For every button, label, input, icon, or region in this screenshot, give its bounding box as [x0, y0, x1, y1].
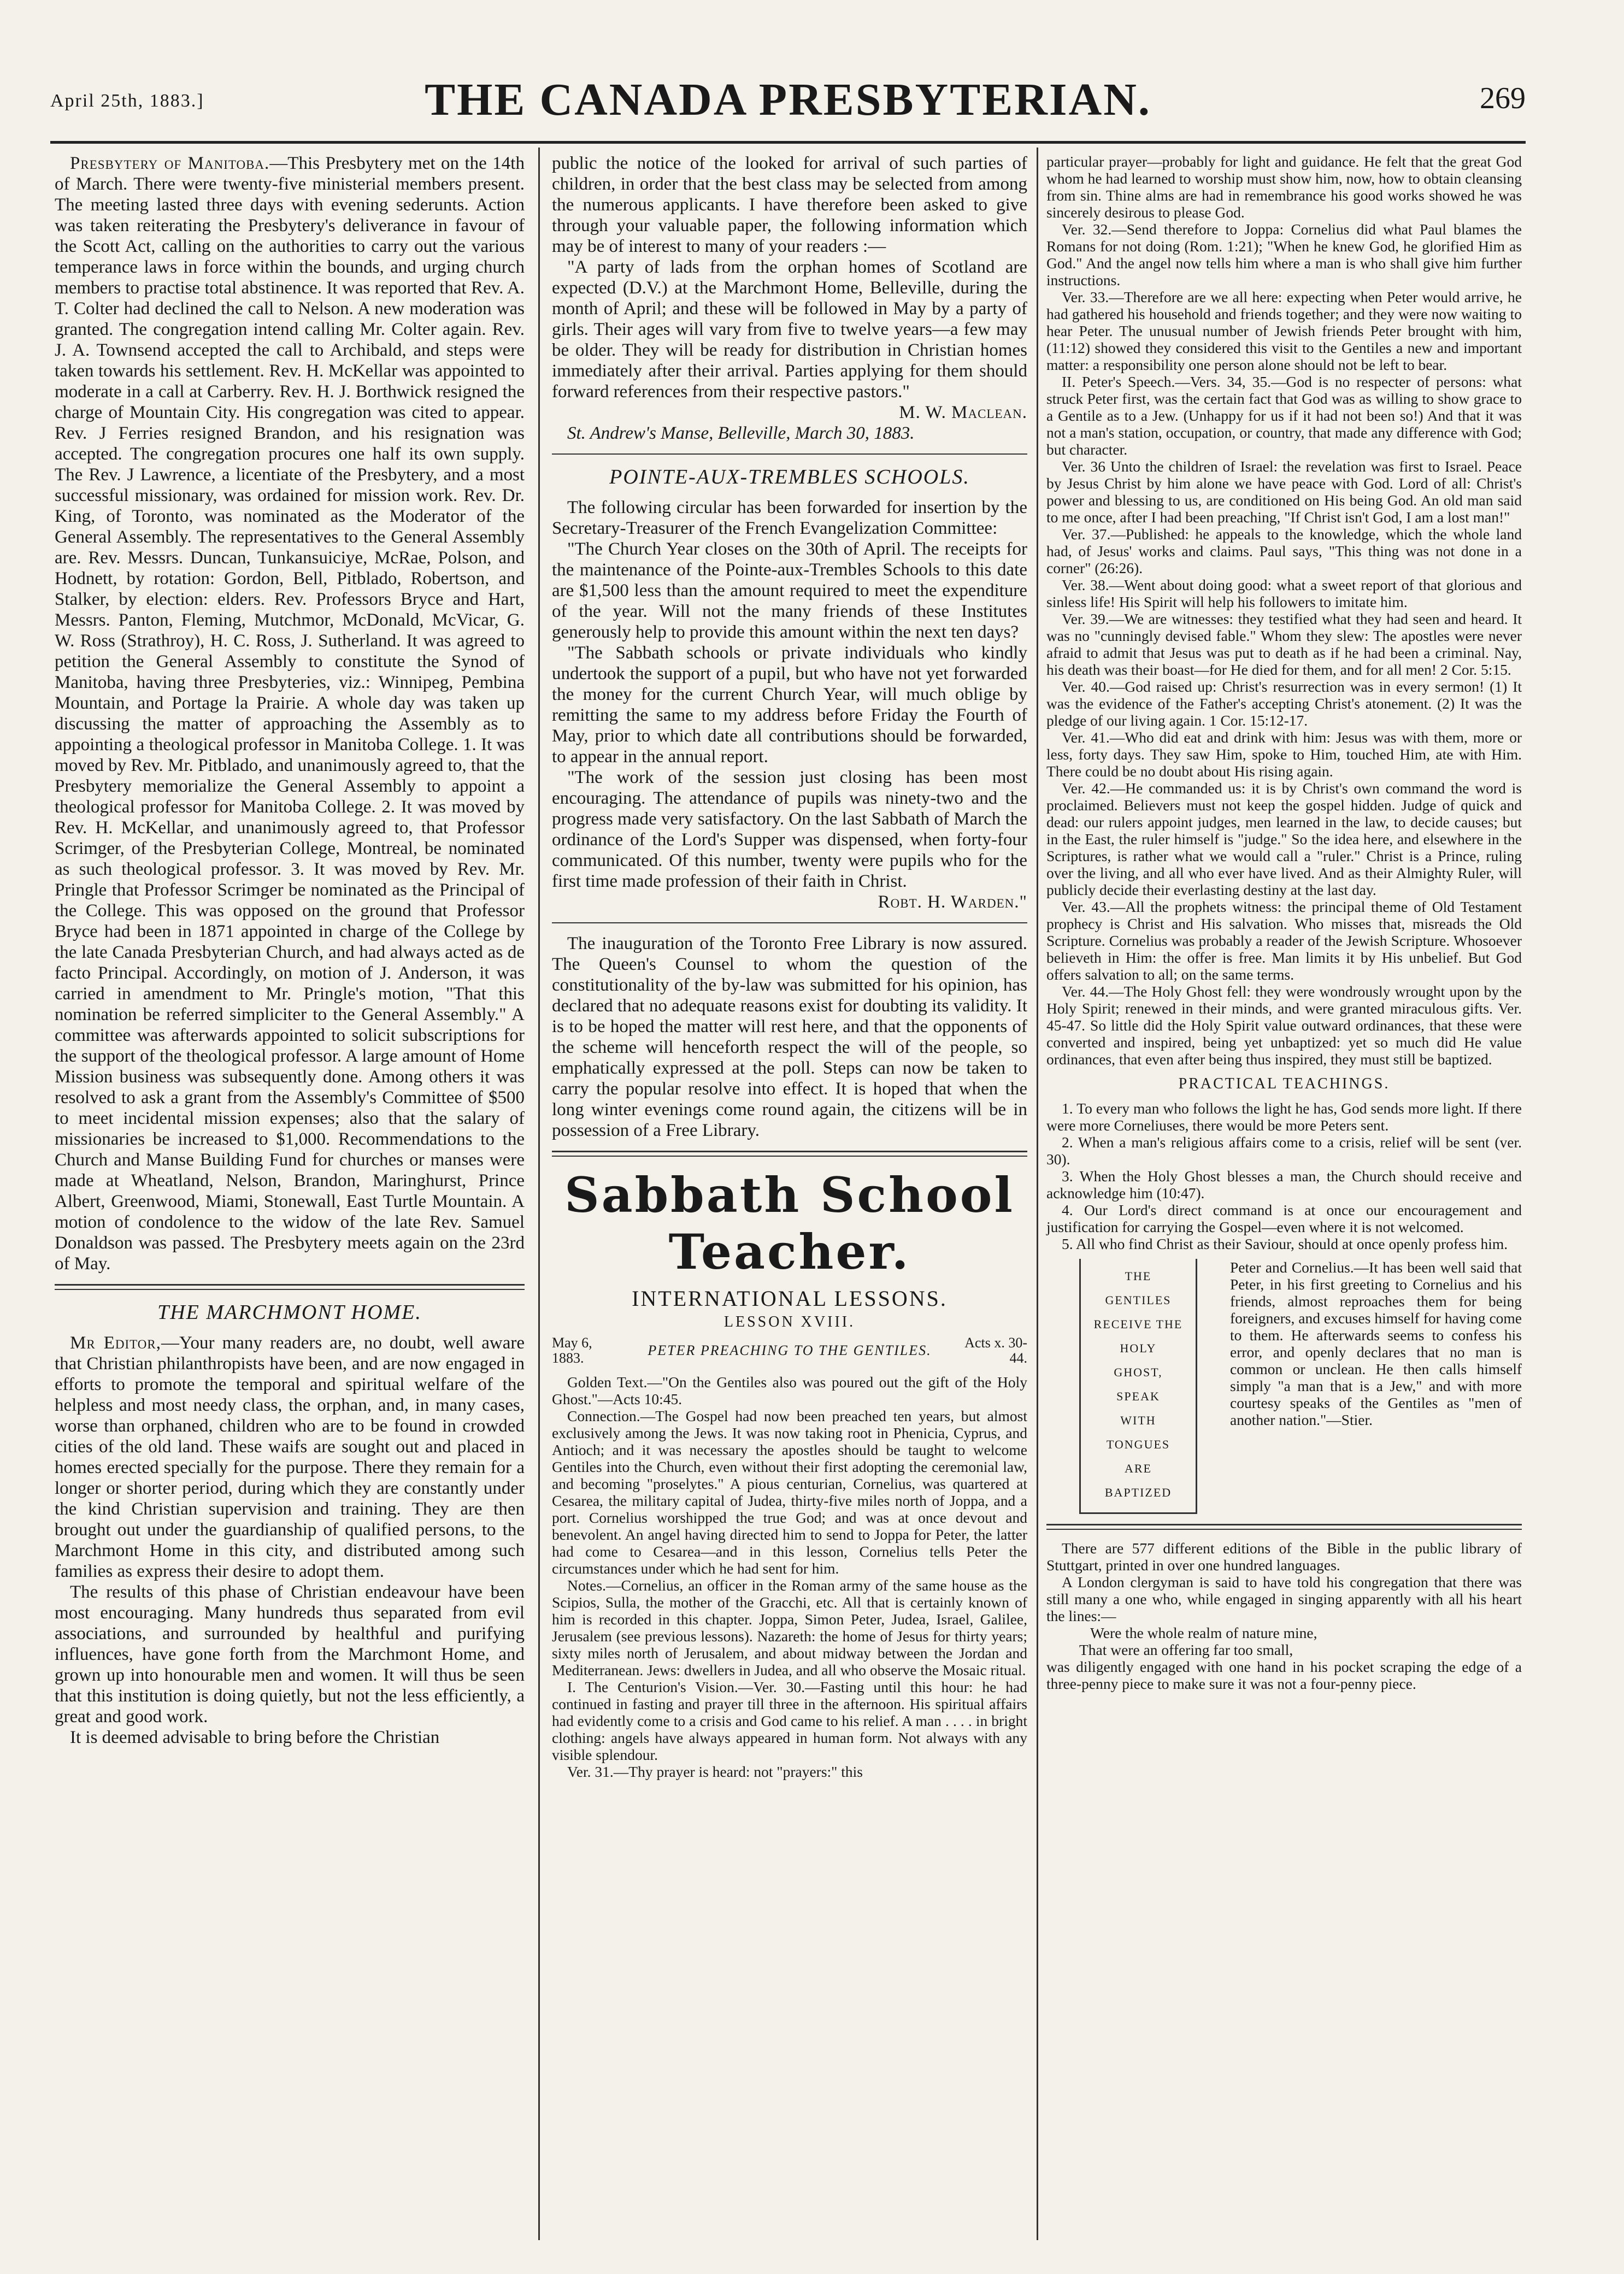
page-number: 269	[1480, 81, 1526, 115]
article-text: —This Presbytery met on the 14th of March. There were twenty-five ministerial members present. The meeting lasted three days with evening sederunts. Action was taken reiterating the Presbytery's deliverance in favour of the Scott Act, calling on the authorities to carry out the various temperance laws in force within the bounds, and urging church members to practise total abstinence. It was reported that Rev. A. T. Colter had declined the call to Nelson. A new moderation was granted. The congregation intend calling Mr. Colter again. Rev. J. A. Townsend accepted the call to Archibald, and steps were taken towards his settlement. Rev. H. McKellar was appointed to moderate in a call at Carberry. Rev. H. J. Borthwick resigned the charge of Mountain City. His congregation was cited to appear. Rev. J Ferries resigned Brandon, and his resignation was accepted. The congregation procures one half its own supply. The Rev. J Lawrence, a licentiate of the Presbytery, and a most successful missionary, was ordained for mission work. Rev. Dr. King, of Toronto, was nominated as the Moderator of the General Assembly. The representatives to the General Assembly are. Rev. Messrs. Duncan, Tunkansuiciye, McRae, Polson, and Hodnett, by rotation: Gordon, Bell, Pitblado, Robertson, and Stalker, by election: elders. Rev. Professors Bryce and Hart, Messrs. Panton, Fleming, Mutchmor, McDonald, McVicar, G. W. Ross (Strathroy), H. C. Ross, J. Sutherland. It was agreed to petition the General Assembly to constitute the Synod of Manitoba, having three Presbyteries, viz.: Winnipeg, Pembina Mountain, and Portage la Prairie. A whole day was taken up discussing the matter of approaching the Assembly as to appointing a theological professor in Manitoba College. 1. It was moved by Rev. Mr. Pitblado, and unanimously agreed to, that the Presbytery memorialize the General Assembly to appoint a theological professor for Manitoba College. 2. It was moved by Rev. H. McKellar, and unanimously agreed to, that Professor Scrimger, of the Presbyterian College, Montreal, be nominated as such theological professor. 3. It was moved by Rev. Mr. Pringle that Professor Scrimger be nominated as the Principal of the College. This was opposed on the ground that Professor Bryce had been in 1871 appointed in charge of the College by the late Canada Presbyterian Church, and had always acted as de facto Principal. Accordingly, on motion of J. Anderson, it was carried in amendment to Mr. Pringle's motion, "That this nomination be referred simpliciter to the General Assembly." A committee was afterwards appointed to solicit subscriptions for the support of the theological professor. A large amount of Home Mission business was subsequently done. Among others it was resolved to ask a grant from the Assembly's Committee of $500 to meet incidental mission expenses; also that the salary of missionaries be increased to $1,000. Recommendations to the Church and Manse Building Fund for churches or manses were made at Wheatland, Nelson, Brandon, Maringhurst, Prince Albert, Greenwood, Miami, Stonewall, East Turtle Mountain. A motion of condolence to the widow of the late Rev. Samuel Donaldson was passed. The Presbytery meets again on the 23rd of May.	[55, 154, 525, 1274]
article-lead: Presbytery of Manitoba.	[70, 154, 270, 173]
tablet-line: TONGUES	[1106, 1438, 1170, 1451]
article-text: —Your many readers are, no doubt, well aware that Christian philanthropists have been, and are now engaged in efforts to promote the temporal and spiritual welfare of the helpless and most needy class, the orphan, and, in many cases, worse than orphaned, children who are to be found in crowded cities of the old land. These waifs are sought out and placed in homes erected specially for the purpose. There they remain for a longer or shorter period, during which they are constantly under the kind Christian supervision and training. They are then brought out under the guardianship of qualified persons, to the Marchmont Home in this city, and distributed among such families as express their desire to adopt them.	[55, 1333, 525, 1581]
column-divider	[538, 148, 540, 2240]
teaching-item: 1. To every man who follows the light he has, God sends more light. If there were more Corneliuses, there would be more Peters sent.	[1046, 1100, 1522, 1134]
article-paragraph: "The Church Year closes on the 30th of April. The receipts for the maintenance of the Pointe-aux-Trembles Schools to this date are $1,500 less than the amount required to meet the expenditure of the year. Will not the many friends of these Institutes generously help to provide this amount within the next ten days?	[552, 539, 1027, 642]
article-paragraph: The inauguration of the Toronto Free Library is now assured. The Queen's Counsel to whom the question of the constitutionality of the by-law was submitted for his opinion, has declared that no adequate reasons exist for doubting its validity. It is to be hoped the matter will rest here, and that the opponents of the scheme will henceforth respect the will of the people, so emphatically expressed at the poll. Steps can now be taken to carry the popular resolve into effect. It is hoped that when the long winter evenings come round again, the citizens will be in possession of a Free Library.	[552, 934, 1027, 1140]
teaching-item: 4. Our Lord's direct command is at once our encouragement and justification for carrying the Gospel—even where it is not welcomed.	[1046, 1201, 1522, 1235]
lesson-paragraph: Ver. 41.—Who did eat and drink with him: Jesus was with them, more or less, forty days. They saw Him, spoke to Him, touched Him, ate with Him. There could be no doubt about His rising again.	[1046, 729, 1522, 780]
article-paragraph: The following circular has been forwarded for insertion by the Secretary-Treasurer of the French Evangelization Committee:	[552, 498, 1027, 538]
article-paragraph: It is deemed advisable to bring before the Christian	[70, 1728, 440, 1747]
lesson-paragraph: Ver. 32.—Send therefore to Joppa: Cornelius did what Paul blames the Romans for not doing (Rom. 1:21); "When he knew God, he glorified Him as God." And the angel now tells him where a man is who shall give him further instructions.	[1046, 221, 1522, 288]
teaching-item: 3. When the Holy Ghost blesses a man, the Church should receive and acknowledge him (10:47).	[1046, 1168, 1522, 1201]
column-divider	[1037, 148, 1038, 2240]
article-paragraph: "The Sabbath schools or private individuals who kindly undertook the support of a pupil, but who have not yet forwarded the money for the current Church Year, will much oblige by remitting the same to my address before Friday the Fourth of May, prior to which date all contributions should be forwarded, to appear in the annual report.	[552, 643, 1027, 767]
lesson-paragraph: Ver. 38.—Went about doing good: what a sweet report of that glorious and sinless life! His Spirit will help his followers to imitate him.	[1046, 576, 1522, 610]
lesson-connection: Connection.—The Gospel had now been preached ten years, but almost exclusively among the Jews. It was now taking root in Phenicia, Cyprus, and Antioch; and it was necessary the apostles should be taught to welcome Gentiles into the Church, even without their first adopting the ceremonial law, and becoming "proselytes." A pious centurian, Cornelius, was quartered at Cesarea, the military capital of Judea, thirty-five miles north of Joppa, and a port. Cornelius worshipped the true God; and was at once devout and benevolent. An angel having directed him to send to Joppa for Peter, the latter had come to Cesarea—and in this lesson, Cornelius tells Peter the circumstances under which he had sent for him.	[552, 1407, 1027, 1577]
lesson-title: PETER PREACHING TO THE GENTILES.	[648, 1342, 932, 1358]
lesson-header	[552, 1335, 1027, 1366]
lesson-paragraph: I. The Centurion's Vision.—Ver. 30.—Fasting until this hour: he had continued in fasting and prayer till three in the afternoon. His spiritual affairs had evidently come to a crisis and God came to his relief. A man . . . . in bright clothing: angels have always appeared in human form. Not always with any visible splendour.	[552, 1678, 1027, 1763]
diagram-tablet	[1079, 1259, 1197, 1514]
signature: Robt. H. Warden."	[878, 892, 1027, 912]
lesson-paragraph: II. Peter's Speech.—Vers. 34, 35.—God is no respecter of persons: what struck Peter first, was the certain fact that God was as willing to show grace to a Gentile as to a Jew. (Unhappy for us if it had not been so!) And that it was not a man's station, occupation, or country, that made any difference with God; but character.	[1046, 373, 1522, 458]
news-item: A London clergyman is said to have told his congregation that there was still many a one who, while engaged in singing apparently with all his heart the lines:—	[1046, 1574, 1522, 1624]
article-paragraph	[55, 1333, 525, 1582]
article-paragraph: public the notice of the looked for arrival of such parties of children, in order that the best class may be selected from among the numerous applicants. I have therefore been asked to give through your valuable paper, the following information which may be of interest to many of your readers :—	[552, 154, 1027, 256]
newspaper-title: THE CANADA PRESBYTERIAN.	[425, 74, 1151, 125]
section-rule	[1046, 1524, 1522, 1530]
lesson-date: May 6, 1883.	[552, 1335, 592, 1366]
lesson-reference: Acts x. 30-44.	[964, 1335, 1027, 1366]
article-paragraph: The results of this phase of Christian endeavour have been most encouraging. Many hundreds thus separated from evil associations, and surrounded by healthful and purifying influences, have gone forth from the Marchmont Home, and grown up into honourable men and women. It will thus be seen that this institution is doing quietly, but not the less efficiently, a great and good work.	[55, 1582, 525, 1727]
article-heading: THE MARCHMONT HOME.	[157, 1301, 422, 1324]
lesson-diagram	[1046, 1259, 1522, 1514]
lesson-paragraph: Ver. 40.—God raised up: Christ's resurrection was in every sermon! (1) It was the evidence of the Father's accepting Christ's atonement. (2) It was the pledge of our living again. 1 Cor. 15:12-17.	[1046, 678, 1522, 729]
signature: M. W. Maclean.	[899, 403, 1027, 422]
lesson-paragraph: Ver. 33.—Therefore are we all here: expecting when Peter would arrive, he had gathered his household and friends together; and they were now waiting to hear Peter. The unusual number of Jewish friends Peter brought with him, (11:12) showed they considered this visit to the Gentiles a new and important matter: a responsibility one person alone should not be left to bear.	[1046, 288, 1522, 373]
lesson-paragraph: Ver. 43.—All the prophets witness: the principal theme of Old Testament prophecy is Christ and His salvation. Who misses that, misreads the Old Scripture. Cornelius was probably a reader of the Jewish Scripture. Whosoever believeth in Him: the offer is free. Man limits it by His unbelief. But God offers salvation to all; on the same terms.	[1046, 898, 1522, 983]
masthead	[50, 70, 1526, 136]
section-rule	[552, 922, 1027, 923]
column-1	[55, 153, 525, 1748]
news-item: was diligently engaged with one hand in his pocket scraping the edge of a three-penny piece to make sure it was not a four-penny piece.	[1046, 1658, 1522, 1692]
tablet-line: GENTILES	[1105, 1293, 1172, 1307]
lesson-paragraph: Ver. 39.—We are witnesses: they testified what they had seen and heard. It was no "cunningly devised fable." Whom they slew: The apostles were never afraid to admit that Jesus was put to death as if he had been a criminal. Nay, his death was their boast—for He died for them, and for all men! 2 Cor. 5:15.	[1046, 610, 1522, 678]
hymn-line: Were the whole realm of nature mine,	[1090, 1624, 1317, 1641]
section-rule	[55, 1284, 525, 1290]
lesson-series-heading: INTERNATIONAL LESSONS.	[632, 1286, 948, 1311]
dateline: St. Andrew's Manse, Belleville, March 30, 1883.	[567, 423, 915, 443]
diagram-commentary: Peter and Cornelius.—It has been well said that Peter, in his first greeting to Cornelius and his friends, almost reproaches them for being foreigners, and excuses himself for having come to them. He afterwards seems to confess his error, and openly declares that no man is common or unclean. He then calls himself simply "a man that is a Jew," and with more courtesy speaks of the Gentiles as "men of another nation."—Stier.	[1230, 1259, 1522, 1428]
lesson-notes: Notes.—Cornelius, an officer in the Roman army of the same house as the Scipios, Sulla, the mother of the Gracchi, etc. All that is certainly known of him is recorded in this chapter. Joppa, Simon Peter, Judea, Israel, Galilee, Jerusalem (see previous lessons). Nazareth: the home of Jesus for thirty years; sixty miles north of Jerusalem, and about midway between the Jordan and Mediterranean. Jews: dwellers in Judea, and all who observe the Mosaic ritual.	[552, 1577, 1027, 1678]
section-rule	[552, 453, 1027, 455]
lesson-paragraph: Ver. 31.—Thy prayer is heard: not "prayers:" this	[567, 1763, 863, 1780]
lesson-paragraph: Ver. 44.—The Holy Ghost fell: they were wondrously wrought upon by the Holy Spirit; renewed in their minds, and were granted miraculous gifts. Ver. 45-47. So little did the Holy Spirit value outward ordinances, that these were converted and inspired, being yet unbaptized: yet so much did He value ordinances, that even after being thus inspired, they must still be baptized.	[1046, 983, 1522, 1068]
article-paragraph: "The work of the session just closing has been most encouraging. The attendance of pupils was ninety-two and the progress made very satisfactory. On the last Sabbath of March the ordinance of the Lord's Supper was dispensed, when forty-four communicated. Of this number, twenty were pupils who for the first time made profession of their faith in Christ.	[552, 768, 1027, 891]
masthead-rule	[50, 141, 1526, 144]
teaching-item: 2. When a man's religious affairs come to a crisis, relief will be sent (ver. 30).	[1046, 1134, 1522, 1168]
news-item: There are 577 different editions of the Bible in the public library of Stuttgart, printed in over one hundred languages.	[1046, 1540, 1522, 1574]
lesson-paragraph: particular prayer—probably for light and guidance. He felt that the great God whom he had learned to worship must show him, now, how to obtain cleansing from sin. Thine alms are had in remembrance his good works showed he was sincerely desirous to please God.	[1046, 153, 1522, 221]
lesson-paragraph: Ver. 42.—He commanded us: it is by Christ's own command the word is proclaimed. Believers must not keep the gospel hidden. Judge of quick and dead: our rulers appoint judges, men learned in the law, to decide causes; but in the East, the ruler himself is "judge." So the idea here, and elsewhere in the Scriptures, is rather what we would call a "ruler." Christ is a Prince, ruling over the living, and all who ever have lived. And as their Almighty Ruler, will publicly decide their everlasting destiny at the last day.	[1046, 780, 1522, 898]
tablet-line: WITH	[1120, 1413, 1156, 1427]
tablet-line: THE	[1125, 1269, 1152, 1283]
practical-teachings-heading: PRACTICAL TEACHINGS.	[1178, 1075, 1390, 1092]
tablet-line: GHOST,	[1114, 1365, 1163, 1379]
tablet-line: BAPTIZED	[1104, 1486, 1172, 1499]
tablet-line: ARE	[1125, 1462, 1152, 1475]
issue-date: April 25th, 1883.]	[50, 91, 204, 111]
article-paragraph: "A party of lads from the orphan homes of Scotland are expected (D.V.) at the Marchmont Home, Belleville, during the month of April; and these will be followed in May by a party of girls. Their ages will vary from five to twelve years—a few may be older. They will be ready for distribution in Christian homes immediately after their arrival. Parties applying for them should forward references from their respective pastors."	[552, 257, 1027, 402]
tablet-line: SPEAK	[1116, 1389, 1160, 1403]
lesson-number: LESSON XVIII.	[723, 1313, 856, 1330]
lesson-paragraph: Ver. 36 Unto the children of Israel: the revelation was first to Israel. Peace by Jesus Christ by him alone we have peace with God. Lord of all: Christ's power and blessing to us, are conditioned on His being God. An old man said to me once, after I had been preaching, "If Christ isn't God, I am a lost man!"	[1046, 458, 1522, 526]
section-title: Sabbath School Teacher.	[564, 1167, 1015, 1280]
golden-text: Golden Text.—"On the Gentiles also was poured out the gift of the Holy Ghost."—Acts 10:45.	[552, 1374, 1027, 1407]
tablet-line: RECEIVE THE HOLY	[1093, 1317, 1183, 1355]
hymn-line: That were an offering far too small,	[1079, 1641, 1293, 1658]
column-3	[1046, 153, 1522, 1692]
teaching-item: 5. All who find Christ as their Saviour, should at once openly profess him.	[1062, 1235, 1508, 1252]
lesson-paragraph: Ver. 37.—Published: he appeals to the knowledge, which the whole land had, of Jesus' works and claims. Paul says, "This thing was not done in a corner" (26:26).	[1046, 526, 1522, 576]
article-heading: POINTE-AUX-TREMBLES SCHOOLS.	[609, 466, 970, 488]
article-lead: Mr Editor,	[70, 1333, 161, 1353]
section-rule	[552, 1151, 1027, 1157]
column-2	[552, 153, 1027, 1780]
article-presbytery-manitoba	[55, 153, 525, 1274]
